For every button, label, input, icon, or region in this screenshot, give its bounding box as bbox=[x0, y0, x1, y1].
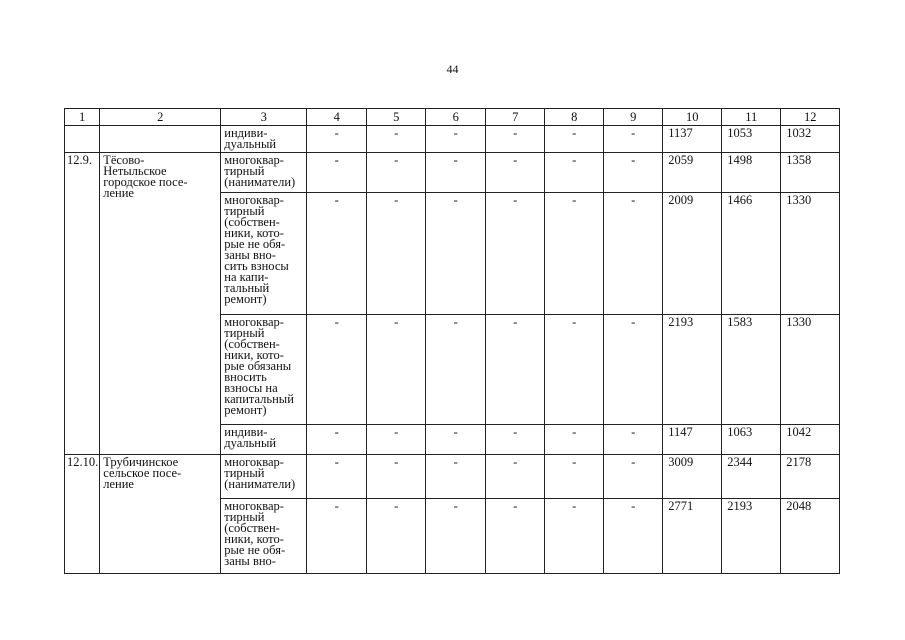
column-header: 3 bbox=[221, 109, 307, 126]
tariff-value-cell: 2344 bbox=[722, 455, 781, 499]
empty-value-cell: - bbox=[367, 315, 426, 425]
empty-value-cell: - bbox=[486, 315, 545, 425]
housing-type-cell: многоквар- тирный (наниматели) bbox=[221, 455, 307, 499]
tariff-value-cell: 1042 bbox=[781, 425, 840, 455]
housing-type-cell: многоквар- тирный (наниматели) bbox=[221, 153, 307, 193]
empty-value-cell: - bbox=[367, 193, 426, 315]
empty-value-cell: - bbox=[604, 425, 663, 455]
tariff-value-cell: 2771 bbox=[663, 499, 722, 574]
empty-value-cell: - bbox=[367, 499, 426, 574]
empty-value-cell: - bbox=[486, 153, 545, 193]
item-index-cell bbox=[65, 126, 100, 153]
empty-value-cell: - bbox=[486, 193, 545, 315]
empty-value-cell: - bbox=[426, 153, 486, 193]
settlement-cell: Трубичинское сельское посе- ление bbox=[100, 455, 221, 574]
empty-value-cell: - bbox=[545, 193, 604, 315]
empty-value-cell: - bbox=[307, 193, 367, 315]
empty-value-cell: - bbox=[545, 126, 604, 153]
empty-value-cell: - bbox=[604, 455, 663, 499]
empty-value-cell: - bbox=[604, 499, 663, 574]
table-row bbox=[65, 153, 840, 193]
empty-value-cell: - bbox=[545, 455, 604, 499]
empty-value-cell: - bbox=[486, 126, 545, 153]
empty-value-cell: - bbox=[367, 455, 426, 499]
column-header: 1 bbox=[65, 109, 100, 126]
empty-value-cell: - bbox=[486, 455, 545, 499]
tariff-value-cell: 3009 bbox=[663, 455, 722, 499]
table-row bbox=[65, 455, 840, 499]
empty-value-cell: - bbox=[545, 153, 604, 193]
empty-value-cell: - bbox=[604, 153, 663, 193]
empty-value-cell: - bbox=[426, 425, 486, 455]
housing-type-cell: индиви- дуальный bbox=[221, 425, 307, 455]
column-header: 6 bbox=[426, 109, 486, 126]
tariff-value-cell: 2193 bbox=[722, 499, 781, 574]
empty-value-cell: - bbox=[307, 455, 367, 499]
tariff-value-cell: 1498 bbox=[722, 153, 781, 193]
column-header: 7 bbox=[486, 109, 545, 126]
tariff-value-cell: 1330 bbox=[781, 315, 840, 425]
tariff-value-cell: 1330 bbox=[781, 193, 840, 315]
table-row bbox=[65, 126, 840, 153]
empty-value-cell: - bbox=[545, 315, 604, 425]
tariff-value-cell: 2009 bbox=[663, 193, 722, 315]
column-header: 5 bbox=[367, 109, 426, 126]
tariff-value-cell: 2193 bbox=[663, 315, 722, 425]
empty-value-cell: - bbox=[545, 425, 604, 455]
item-index-cell: 12.9. bbox=[65, 153, 100, 455]
empty-value-cell: - bbox=[426, 126, 486, 153]
empty-value-cell: - bbox=[307, 425, 367, 455]
column-header: 10 bbox=[663, 109, 722, 126]
column-header: 12 bbox=[781, 109, 840, 126]
empty-value-cell: - bbox=[486, 425, 545, 455]
tariff-value-cell: 1137 bbox=[663, 126, 722, 153]
tariff-value-cell: 1358 bbox=[781, 153, 840, 193]
column-header: 8 bbox=[545, 109, 604, 126]
empty-value-cell: - bbox=[307, 499, 367, 574]
column-header-row bbox=[65, 109, 840, 126]
housing-type-cell: многоквар- тирный (собствен- ники, кото- рые не обя- заны вно- сить взносы на капи- тальный ремонт) bbox=[221, 193, 307, 315]
empty-value-cell: - bbox=[367, 126, 426, 153]
empty-value-cell: - bbox=[367, 153, 426, 193]
empty-value-cell: - bbox=[604, 193, 663, 315]
housing-type-cell: многоквар- тирный (собствен- ники, кото- рые не обя- заны вно- bbox=[221, 499, 307, 574]
empty-value-cell: - bbox=[604, 315, 663, 425]
settlement-cell bbox=[100, 126, 221, 153]
tariff-value-cell: 2178 bbox=[781, 455, 840, 499]
empty-value-cell: - bbox=[486, 499, 545, 574]
empty-value-cell: - bbox=[367, 425, 426, 455]
column-header: 4 bbox=[307, 109, 367, 126]
empty-value-cell: - bbox=[307, 153, 367, 193]
empty-value-cell: - bbox=[426, 315, 486, 425]
page-number: 44 bbox=[446, 62, 459, 76]
column-header: 11 bbox=[722, 109, 781, 126]
housing-type-cell: индиви- дуальный bbox=[221, 126, 307, 153]
column-header: 2 bbox=[100, 109, 221, 126]
empty-value-cell: - bbox=[426, 193, 486, 315]
empty-value-cell: - bbox=[426, 455, 486, 499]
tariff-value-cell: 2059 bbox=[663, 153, 722, 193]
item-index-cell: 12.10. bbox=[65, 455, 100, 574]
tariff-value-cell: 1583 bbox=[722, 315, 781, 425]
table-body bbox=[65, 109, 840, 574]
empty-value-cell: - bbox=[307, 315, 367, 425]
tariff-table bbox=[64, 108, 840, 574]
tariff-value-cell: 1032 bbox=[781, 126, 840, 153]
tariff-value-cell: 2048 bbox=[781, 499, 840, 574]
tariff-value-cell: 1063 bbox=[722, 425, 781, 455]
empty-value-cell: - bbox=[426, 499, 486, 574]
empty-value-cell: - bbox=[307, 126, 367, 153]
empty-value-cell: - bbox=[604, 126, 663, 153]
empty-value-cell: - bbox=[545, 499, 604, 574]
tariff-value-cell: 1147 bbox=[663, 425, 722, 455]
settlement-cell: Тёсово- Нетыльское городское посе- ление bbox=[100, 153, 221, 455]
tariff-value-cell: 1053 bbox=[722, 126, 781, 153]
housing-type-cell: многоквар- тирный (собствен- ники, кото- рые обязаны вносить взносы на капитальный ремонт) bbox=[221, 315, 307, 425]
column-header: 9 bbox=[604, 109, 663, 126]
tariff-value-cell: 1466 bbox=[722, 193, 781, 315]
